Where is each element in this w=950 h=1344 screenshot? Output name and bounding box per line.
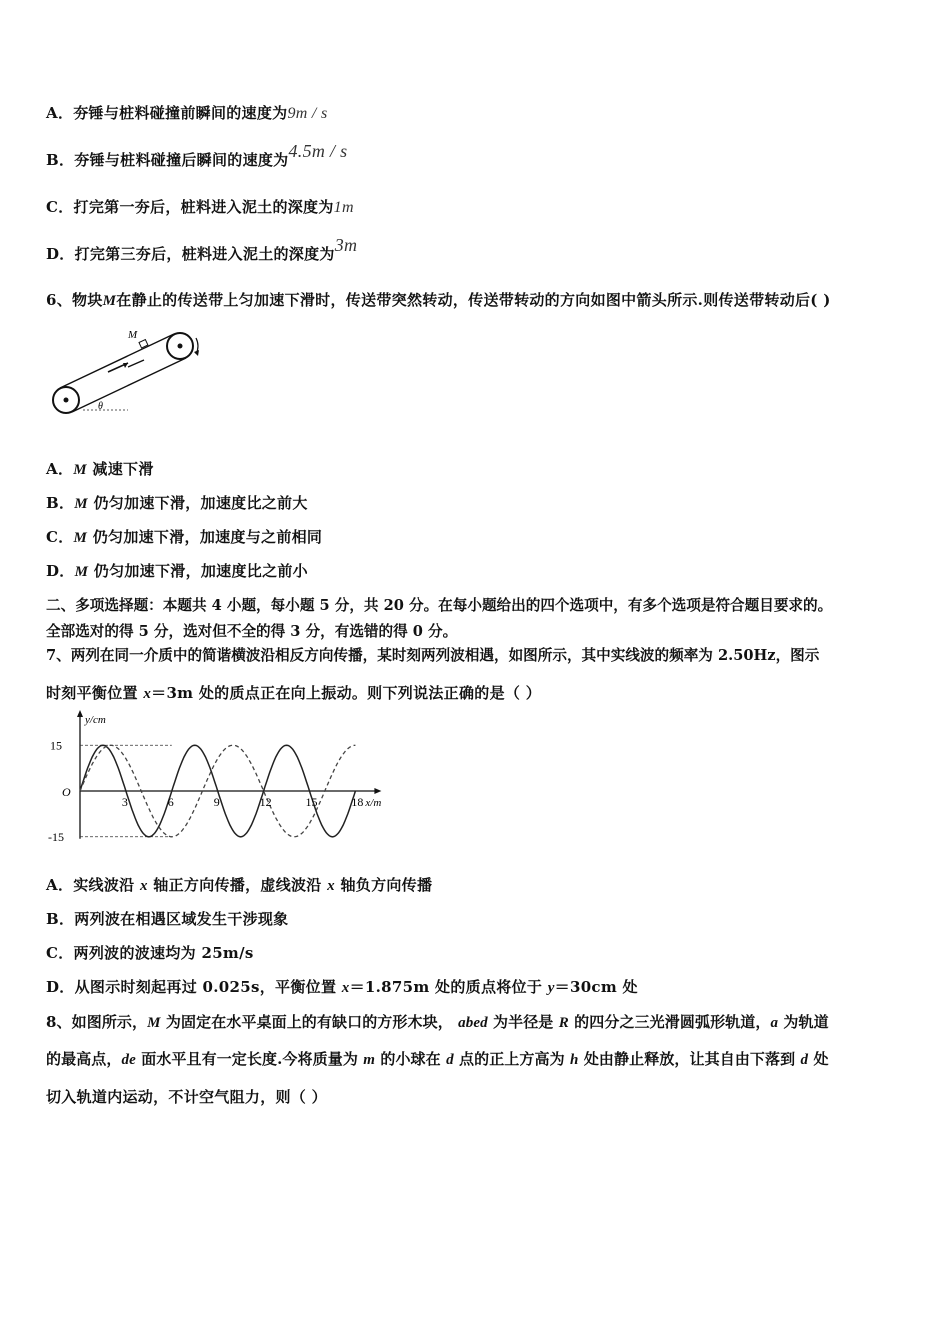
stem-text: 为轨道 xyxy=(778,1013,829,1031)
x-tick-label: 15 xyxy=(305,795,318,809)
stem-var: de xyxy=(121,1052,136,1068)
stem-var: h xyxy=(570,1052,579,1068)
x-tick-label: 12 xyxy=(259,795,272,809)
option-text: C．两列波的波速均为 25m/s xyxy=(46,944,254,962)
option-math: 4.5m / s xyxy=(288,141,348,161)
option-var: x xyxy=(341,980,350,996)
option-text: A．夯锤与桩料碰撞前瞬间的速度为 xyxy=(46,104,288,122)
option-text: B．夯锤与桩料碰撞后瞬间的速度为 xyxy=(46,151,289,169)
q6-option-b xyxy=(46,492,308,513)
y-tick-label: -15 xyxy=(48,829,64,844)
stem-text: 处由静止释放，让其自由下落到 xyxy=(578,1050,801,1068)
option-var: x xyxy=(139,878,148,894)
option-text: D．从图示时刻起再过 0.025s，平衡位置 xyxy=(46,978,342,996)
q7-option-d xyxy=(46,976,638,997)
stem-text: 时刻平衡位置 xyxy=(46,684,144,702)
option-var: M xyxy=(73,530,88,546)
option-text: 仍匀加速下滑，加速度与之前相同 xyxy=(92,528,323,546)
option-text: 轴正方向传播，虚线波沿 xyxy=(147,876,328,894)
option-var: y xyxy=(547,980,555,996)
stem-var: M xyxy=(147,1015,161,1031)
option-var: M xyxy=(74,564,89,580)
stem-text: 的最高点， xyxy=(46,1050,122,1068)
y-tick-label: 15 xyxy=(50,738,62,753)
belt-top xyxy=(60,334,174,388)
angle-label: θ xyxy=(98,401,103,412)
stem-var: M xyxy=(102,293,117,309)
origin-label: O xyxy=(62,785,71,799)
stem-text: ＝3m 处的质点正在向上振动。则下列说法正确的是（ ） xyxy=(151,684,541,702)
stem-var: x xyxy=(143,686,152,702)
option-text: A．实线波沿 xyxy=(46,876,140,894)
option-letter: B． xyxy=(46,494,75,512)
x-axis-label: x/m xyxy=(365,797,382,809)
q5-option-b xyxy=(46,141,348,170)
lower-pulley-axle xyxy=(64,398,69,403)
option-var: M xyxy=(74,496,88,512)
block-label: M xyxy=(128,329,138,341)
q8-stem-line2 xyxy=(46,1048,829,1069)
option-text: ＝30cm 处 xyxy=(554,978,638,996)
q5-option-a xyxy=(46,102,327,123)
q6-option-c xyxy=(46,526,322,547)
belt-arrow-2 xyxy=(128,360,144,367)
option-text: ＝1.875m 处的质点将位于 xyxy=(349,978,548,996)
option-letter: D． xyxy=(46,562,75,580)
stem-text: 8、如图所示， xyxy=(46,1013,148,1031)
option-letter: A． xyxy=(46,460,74,478)
y-axis-label: y/cm xyxy=(85,714,106,726)
upper-pulley-axle xyxy=(178,344,183,349)
stem-text: 6、物块 xyxy=(46,291,103,309)
option-letter: C． xyxy=(46,528,74,546)
option-math: 1m xyxy=(333,199,354,216)
stem-var: R xyxy=(558,1015,569,1031)
q7-option-a xyxy=(46,874,432,895)
conveyor-belt-figure xyxy=(48,322,238,422)
option-text: 轴负方向传播 xyxy=(334,876,433,894)
q6-option-d xyxy=(46,560,308,581)
option-math: 9m / s xyxy=(287,105,328,122)
q7-option-c xyxy=(46,942,254,963)
option-text: 仍匀加速下滑，加速度比之前大 xyxy=(93,494,308,512)
wave-chart xyxy=(48,710,398,855)
option-math: 3m xyxy=(334,235,358,255)
stem-text: 的小球在 xyxy=(375,1050,447,1068)
q7-stem-line1: 7、两列在同一介质中的简谐横波沿相反方向传播，某时刻两列波相遇，如图所示，其中实线波的频率为 2.50Hz，图示 xyxy=(46,647,820,664)
q6-stem xyxy=(46,289,831,310)
option-var: x xyxy=(327,878,335,894)
rotation-arrowhead-icon xyxy=(194,350,199,356)
stem-text: 处 xyxy=(808,1050,829,1068)
q8-stem-line3: 切入轨道内运动，不计空气阻力，则（ ） xyxy=(46,1088,327,1106)
x-tick-label: 6 xyxy=(167,795,174,809)
stem-text: 点的正上方高为 xyxy=(453,1050,571,1068)
x-tick-label: 18 xyxy=(351,795,364,809)
q8-stem-line1 xyxy=(46,1011,829,1032)
q5-option-c xyxy=(46,196,354,217)
x-axis-arrow-icon xyxy=(374,788,381,794)
stem-text: 为半径是 xyxy=(487,1013,559,1031)
stem-text: 为固定在水平桌面上的有缺口的方形木块， xyxy=(160,1013,459,1031)
option-var: M xyxy=(73,462,87,478)
y-axis-arrow-icon xyxy=(77,710,83,717)
stem-var: abed xyxy=(458,1015,488,1031)
x-tick-label: 3 xyxy=(121,795,128,809)
q5-option-d xyxy=(46,235,358,264)
option-text: 减速下滑 xyxy=(92,460,154,478)
option-text: 仍匀加速下滑，加速度比之前小 xyxy=(93,562,308,580)
stem-var: a xyxy=(770,1015,779,1031)
stem-text: 面水平且有一定长度.今将质量为 xyxy=(135,1050,364,1068)
section2-line2: 全部选对的得 5 分，选对但不全的得 3 分，有选错的得 0 分。 xyxy=(46,623,458,640)
stem-var: d xyxy=(800,1052,809,1068)
q7-option-b xyxy=(46,908,288,929)
q7-stem-line2 xyxy=(46,682,541,703)
option-text: D．打完第三夯后，桩料进入泥土的深度为 xyxy=(46,245,335,263)
option-text: B．两列波在相遇区域发生干涉现象 xyxy=(46,910,289,928)
stem-var: d xyxy=(446,1052,454,1068)
option-text: C．打完第一夯后，桩料进入泥土的深度为 xyxy=(46,198,334,216)
x-tick-label: 9 xyxy=(213,795,220,809)
stem-text: 的四分之三光滑圆弧形轨道， xyxy=(568,1013,771,1031)
section2-line1: 二、多项选择题：本题共 4 小题，每小题 5 分，共 20 分。在每小题给出的四个选项中，有多个选项是符合题目要求的。 xyxy=(46,597,833,614)
stem-text: 在静止的传送带上匀加速下滑时，传送带突然转动，传送带转动的方向如图中箭头所示.则传送带转动后( ) xyxy=(116,291,831,309)
stem-var: m xyxy=(363,1052,376,1068)
q6-option-a xyxy=(46,458,154,479)
